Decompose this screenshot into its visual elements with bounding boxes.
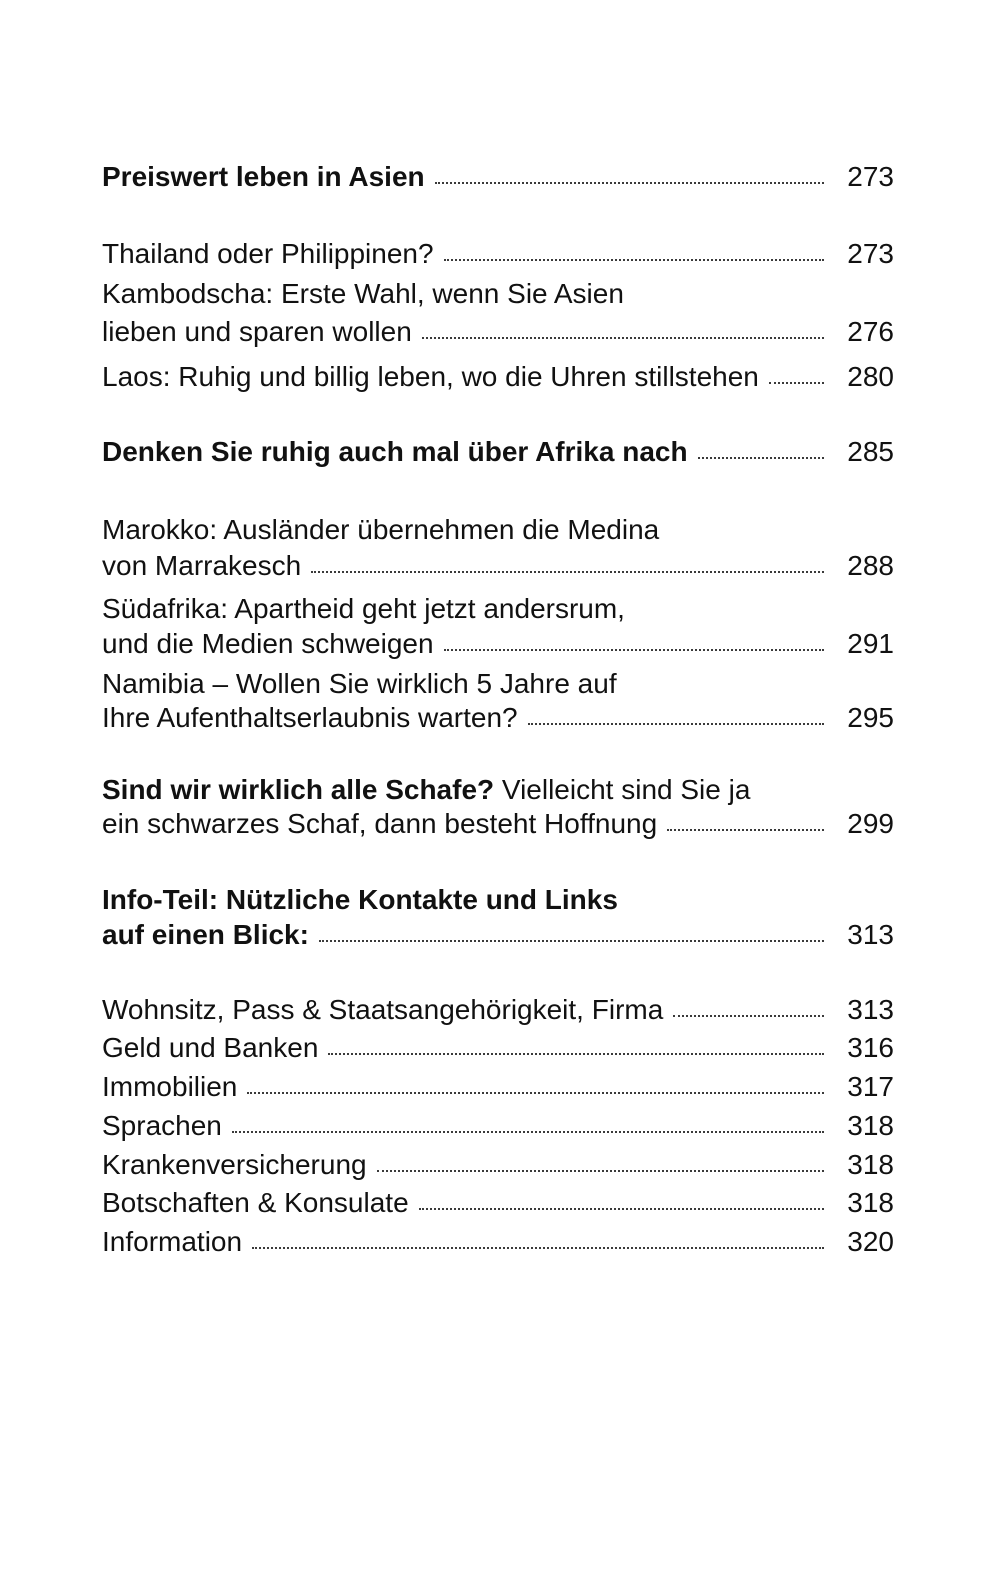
toc-entry (102, 626, 894, 662)
toc-page-number: 313 (847, 994, 894, 1025)
toc-entry-label: Namibia – Wollen Sie wirklich 5 Jahre auf (102, 668, 617, 699)
dot-leader (422, 336, 824, 339)
toc-entry-label: Immobilien (102, 1071, 238, 1102)
toc-entry-label-bold: Sind wir wirklich alle Schafe? (102, 774, 495, 805)
toc-entry-section (102, 434, 894, 470)
toc-page-number: 295 (847, 702, 894, 733)
toc-entry-label: Wohnsitz, Pass & Staatsangehörigkeit, Firma (102, 994, 664, 1025)
toc-entry-section (102, 917, 894, 953)
toc-entry-line1 (102, 772, 894, 808)
dot-leader (319, 939, 824, 942)
dot-leader (311, 570, 824, 573)
toc-entry-line1 (102, 591, 894, 627)
toc-page-number: 291 (847, 628, 894, 659)
dot-leader (769, 381, 824, 384)
toc-page-number: 318 (847, 1149, 894, 1180)
toc-entry (102, 1224, 894, 1260)
toc-entry (102, 806, 894, 842)
toc-page-number: 276 (847, 316, 894, 347)
toc-page-number: 273 (847, 238, 894, 269)
toc-entry-label: Kambodscha: Erste Wahl, wenn Sie Asien (102, 278, 624, 309)
toc-entry-label: Südafrika: Apartheid geht jetzt andersrum, (102, 593, 625, 624)
toc-entry (102, 1030, 894, 1066)
toc-entry-label: auf einen Blick: (102, 919, 309, 950)
toc-entry-label: Thailand oder Philippinen? (102, 238, 434, 269)
toc-page-number: 316 (847, 1032, 894, 1063)
toc-entry-label-rest: Vielleicht sind Sie ja (494, 774, 751, 805)
toc-entry-label (102, 772, 750, 808)
toc-entry-label: und die Medien schweigen (102, 628, 434, 659)
dot-leader (328, 1052, 824, 1055)
dot-leader (673, 1014, 824, 1017)
toc-entry (102, 548, 894, 584)
toc-entry-section-line1 (102, 882, 894, 918)
dot-leader (419, 1207, 824, 1210)
dot-leader (247, 1091, 824, 1094)
dot-leader (667, 828, 824, 831)
toc-entry-label: Geld und Banken (102, 1032, 319, 1063)
toc-page-number: 317 (847, 1071, 894, 1102)
toc-page-number: 320 (847, 1226, 894, 1257)
toc-entry-label: von Marrakesch (102, 550, 302, 581)
dot-leader (528, 722, 824, 725)
toc-entry-label: Information (102, 1226, 243, 1257)
toc-page-number: 318 (847, 1187, 894, 1218)
toc-entry-label: Ihre Aufenthaltserlaubnis warten? (102, 702, 518, 733)
toc-entry (102, 992, 894, 1028)
dot-leader (252, 1246, 824, 1249)
toc-entry (102, 1069, 894, 1105)
dot-leader (435, 181, 824, 184)
toc-entry-label: Preiswert leben in Asien (102, 161, 425, 192)
toc-entry-label: Krankenversicherung (102, 1149, 367, 1180)
toc-page-number: 318 (847, 1110, 894, 1141)
toc-page-number: 273 (847, 161, 894, 192)
dot-leader (377, 1169, 824, 1172)
toc-entry-label: ein schwarzes Schaf, dann besteht Hoffnung (102, 808, 658, 839)
toc-entry (102, 1185, 894, 1221)
toc-entry-label: Info-Teil: Nützliche Kontakte und Links (102, 884, 618, 915)
dot-leader (232, 1130, 824, 1133)
toc-entry-section (102, 159, 894, 195)
toc-entry (102, 314, 894, 350)
toc-entry-label: Laos: Ruhig und billig leben, wo die Uhren stillstehen (102, 361, 759, 392)
toc-page-number: 285 (847, 436, 894, 467)
toc-entry-label: Botschaften & Konsulate (102, 1187, 409, 1218)
toc-entry-label: lieben und sparen wollen (102, 316, 412, 347)
toc-page-number: 288 (847, 550, 894, 581)
toc-entry-label: Denken Sie ruhig auch mal über Afrika nach (102, 436, 688, 467)
toc-entry (102, 1147, 894, 1183)
toc-entry-label: Sprachen (102, 1110, 222, 1141)
toc-entry-line1 (102, 276, 894, 312)
toc-page-number: 280 (847, 361, 894, 392)
toc-entry-line1 (102, 666, 894, 702)
toc-entry (102, 236, 894, 272)
toc-entry (102, 1108, 894, 1144)
toc-entry-line1 (102, 512, 894, 548)
toc-page-number: 313 (847, 919, 894, 950)
dot-leader (444, 258, 824, 261)
dot-leader (698, 456, 824, 459)
toc-entry (102, 359, 894, 395)
toc-page-number: 299 (847, 808, 894, 839)
dot-leader (444, 648, 824, 651)
toc-entry-label: Marokko: Ausländer übernehmen die Medina (102, 514, 660, 545)
toc-entry (102, 700, 894, 736)
